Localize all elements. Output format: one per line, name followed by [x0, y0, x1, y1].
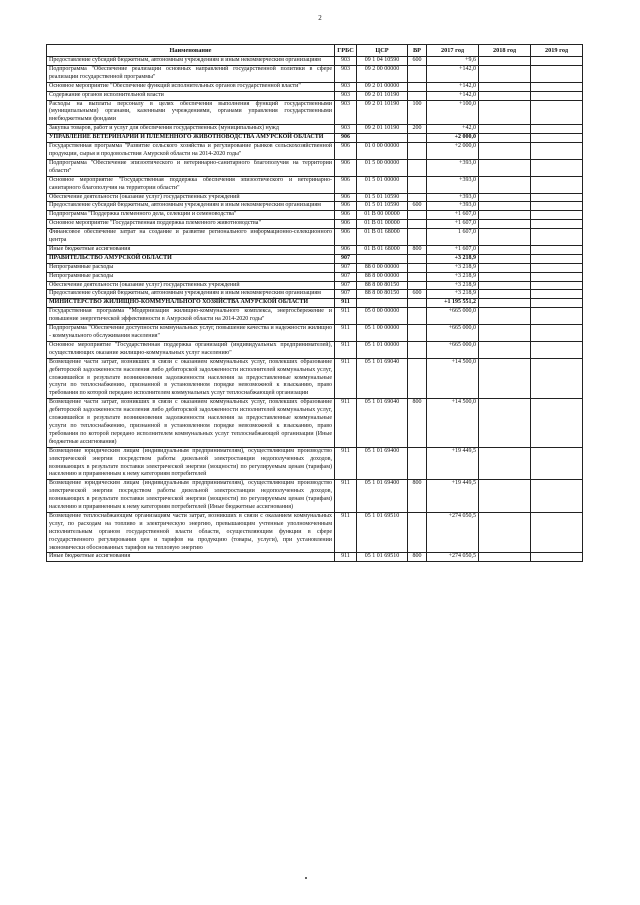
table-row	[47, 341, 583, 358]
row-2017-cell: +1 607,0	[427, 220, 479, 229]
row-name-cell: Основное мероприятие "Государственная поддержка обеспечения эпизоотического и ветеринарно-санитарного благополучия на территории области"	[47, 176, 335, 193]
row-vr-cell	[408, 358, 427, 399]
row-2017-cell: +3 218,9	[427, 263, 479, 272]
table-row	[47, 512, 583, 553]
row-2019-cell	[531, 220, 583, 229]
table-row	[47, 263, 583, 272]
row-csr-cell: 05 1 01 69400	[357, 480, 408, 513]
row-name-cell: Основное мероприятие "Обеспечение функций исполнительных органов государственной власти"	[47, 82, 335, 91]
row-2017-cell: +142,0	[427, 82, 479, 91]
row-csr-cell: 09 2 01 10190	[357, 91, 408, 100]
row-vr-cell	[408, 229, 427, 246]
row-csr-cell: 01 5 01 10590	[357, 193, 408, 202]
row-grbs-cell: 911	[335, 299, 357, 308]
row-name-cell: Расходы на выплаты персоналу в целях обеспечения выполнения функций государственными (муниципальными) органами, казенными учреждениями, органами управления государственными внебюджетными фондами	[47, 100, 335, 125]
row-2018-cell	[479, 159, 531, 176]
row-2017-cell: +14 500,0	[427, 399, 479, 447]
table-row	[47, 143, 583, 160]
row-name-cell: Иные бюджетные ассигнования	[47, 553, 335, 562]
row-name-cell: МИНИСТЕРСТВО ЖИЛИЩНО-КОММУНАЛЬНОГО ХОЗЯЙСТВА АМУРСКОЙ ОБЛАСТИ	[47, 299, 335, 308]
row-name-cell: Возмещение части затрат, возникших в связи с оказанием коммунальных услуг, повлекших образование дебиторской задолженности населения либо дебиторской задолженности исполнителей коммунальных услуг, сложившейся в результате возникновения задолженности населения за предоставленные коммунальные услуги по теплоснабжению, признанной в установленном порядке невозможной к взысканию, право требования по которой передано исполнителем коммунальных услуг теплоснабжающей организации	[47, 358, 335, 399]
row-csr-cell: 01 В 00 00000	[357, 211, 408, 220]
row-2017-cell: +3 218,9	[427, 281, 479, 290]
row-csr-cell: 88 8 00 80150	[357, 281, 408, 290]
row-2017-cell: +274 050,5	[427, 553, 479, 562]
row-name-cell: Возмещение части затрат, возникших в связи с оказанием коммунальных услуг, повлекших образование дебиторской задолженности населения либо дебиторской задолженности исполнителей коммунальных услуг, сложившейся в результате возникновения задолженности населения за предоставленные коммунальные услуги по теплоснабжению, признанной в установленном порядке невозможной к взысканию, право требования по которой передано исполнителем коммунальных услуг теплоснабжающей организации (Иные бюджетные ассигнования)	[47, 399, 335, 447]
col-header-2018: 2018 год	[479, 45, 531, 57]
row-name-cell: Подпрограмма "Поддержка племенного дела, селекции и семеноводства"	[47, 211, 335, 220]
row-2019-cell	[531, 447, 583, 480]
row-2019-cell	[531, 100, 583, 125]
row-2019-cell	[531, 57, 583, 66]
row-csr-cell: 05 0 00 00000	[357, 308, 408, 325]
row-2019-cell	[531, 553, 583, 562]
row-2017-cell: +393,0	[427, 176, 479, 193]
row-name-cell: Иные бюджетные ассигнования	[47, 245, 335, 254]
row-grbs-cell: 903	[335, 100, 357, 125]
row-grbs-cell: 911	[335, 358, 357, 399]
row-2018-cell	[479, 512, 531, 553]
table-row	[47, 57, 583, 66]
row-grbs-cell: 911	[335, 325, 357, 342]
row-vr-cell: 200	[408, 125, 427, 134]
row-vr-cell	[408, 65, 427, 82]
row-vr-cell: 800	[408, 480, 427, 513]
row-vr-cell	[408, 220, 427, 229]
row-csr-cell: 05 1 00 00000	[357, 325, 408, 342]
col-header-vr: ВР	[408, 45, 427, 57]
row-grbs-cell: 903	[335, 65, 357, 82]
table-row	[47, 229, 583, 246]
row-2019-cell	[531, 159, 583, 176]
row-2017-cell: +142,0	[427, 65, 479, 82]
row-vr-cell	[408, 143, 427, 160]
row-2019-cell	[531, 308, 583, 325]
row-name-cell: Закупка товаров, работ и услуг для обеспечения государственных (муниципальных) нужд	[47, 125, 335, 134]
row-vr-cell	[408, 211, 427, 220]
row-2018-cell	[479, 57, 531, 66]
row-csr-cell: 01 0 00 00000	[357, 143, 408, 160]
row-grbs-cell: 911	[335, 553, 357, 562]
row-grbs-cell: 903	[335, 125, 357, 134]
row-name-cell: Возмещение юридическим лицам (индивидуальным предпринимателям), осуществляющим производство электрической энергии посредством работы дизельной электростанции недополученных доходов, возникающих в результате поставки электрической энергии (мощности) по регулируемым ценам (тарифам) населению и приравненным к нему категориям потребителей	[47, 447, 335, 480]
row-vr-cell	[408, 281, 427, 290]
row-2018-cell	[479, 281, 531, 290]
row-2018-cell	[479, 553, 531, 562]
row-2017-cell: +1 607,0	[427, 211, 479, 220]
row-2018-cell	[479, 134, 531, 143]
row-csr-cell: 01 5 00 00000	[357, 159, 408, 176]
row-2019-cell	[531, 176, 583, 193]
table-row	[47, 91, 583, 100]
row-vr-cell	[408, 447, 427, 480]
row-vr-cell	[408, 159, 427, 176]
row-name-cell: Основное мероприятие "Государственная поддержка племенного животноводства"	[47, 220, 335, 229]
table-row	[47, 134, 583, 143]
row-vr-cell	[408, 82, 427, 91]
row-csr-cell: 05 1 01 69510	[357, 553, 408, 562]
row-csr-cell	[357, 299, 408, 308]
row-2018-cell	[479, 290, 531, 299]
table-row	[47, 299, 583, 308]
row-2019-cell	[531, 254, 583, 263]
row-2019-cell	[531, 125, 583, 134]
table-row	[47, 100, 583, 125]
row-grbs-cell: 906	[335, 245, 357, 254]
table-row	[47, 272, 583, 281]
row-2019-cell	[531, 229, 583, 246]
row-2019-cell	[531, 143, 583, 160]
row-2018-cell	[479, 229, 531, 246]
table-row	[47, 399, 583, 447]
row-2018-cell	[479, 254, 531, 263]
row-grbs-cell: 911	[335, 480, 357, 513]
row-grbs-cell: 906	[335, 193, 357, 202]
row-2017-cell: +3 218,9	[427, 272, 479, 281]
row-grbs-cell: 906	[335, 229, 357, 246]
row-vr-cell: 800	[408, 553, 427, 562]
table-row	[47, 290, 583, 299]
row-csr-cell: 09 2 01 10190	[357, 125, 408, 134]
budget-table	[46, 44, 583, 562]
row-2017-cell: +19 449,5	[427, 447, 479, 480]
row-2018-cell	[479, 143, 531, 160]
row-grbs-cell: 911	[335, 341, 357, 358]
row-vr-cell	[408, 193, 427, 202]
row-2019-cell	[531, 245, 583, 254]
row-2017-cell: 1 607,0	[427, 229, 479, 246]
row-2019-cell	[531, 65, 583, 82]
row-vr-cell: 100	[408, 100, 427, 125]
row-csr-cell	[357, 134, 408, 143]
row-csr-cell: 09 2 01 10190	[357, 100, 408, 125]
row-csr-cell: 01 В 01 68000	[357, 229, 408, 246]
row-name-cell: Подпрограмма "Обеспечение реализации основных направлений государственной политики в сфере реализации государственной программы"	[47, 65, 335, 82]
row-csr-cell: 01 5 01 10590	[357, 202, 408, 211]
row-csr-cell: 88 8 00 80150	[357, 290, 408, 299]
row-2018-cell	[479, 65, 531, 82]
row-name-cell: Непрограммные расходы	[47, 263, 335, 272]
row-2018-cell	[479, 263, 531, 272]
row-2019-cell	[531, 480, 583, 513]
row-2018-cell	[479, 202, 531, 211]
row-name-cell: Предоставление субсидий бюджетным, автономным учреждениям и иным некоммерческим организациям	[47, 290, 335, 299]
table-row	[47, 220, 583, 229]
table-row	[47, 193, 583, 202]
row-2018-cell	[479, 176, 531, 193]
row-2018-cell	[479, 272, 531, 281]
row-2018-cell	[479, 325, 531, 342]
row-grbs-cell: 906	[335, 134, 357, 143]
row-name-cell: УПРАВЛЕНИЕ ВЕТЕРИНАРИИ И ПЛЕМЕННОГО ЖИВОТНОВОДСТВА АМУРСКОЙ ОБЛАСТИ	[47, 134, 335, 143]
row-2019-cell	[531, 290, 583, 299]
row-vr-cell	[408, 263, 427, 272]
row-2018-cell	[479, 447, 531, 480]
row-csr-cell: 05 1 01 69040	[357, 358, 408, 399]
row-grbs-cell: 907	[335, 272, 357, 281]
row-csr-cell: 01 5 01 00000	[357, 176, 408, 193]
row-2019-cell	[531, 193, 583, 202]
row-2017-cell: +142,0	[427, 91, 479, 100]
row-2018-cell	[479, 341, 531, 358]
row-vr-cell	[408, 254, 427, 263]
row-2017-cell: +3 218,9	[427, 254, 479, 263]
row-2019-cell	[531, 134, 583, 143]
table-row	[47, 65, 583, 82]
row-2018-cell	[479, 125, 531, 134]
table-row	[47, 245, 583, 254]
row-2017-cell: +665 000,0	[427, 308, 479, 325]
row-2018-cell	[479, 193, 531, 202]
row-2017-cell: +665 000,0	[427, 341, 479, 358]
row-vr-cell	[408, 512, 427, 553]
row-2018-cell	[479, 308, 531, 325]
row-vr-cell	[408, 341, 427, 358]
col-header-csr: ЦСР	[357, 45, 408, 57]
row-2017-cell: +665 000,0	[427, 325, 479, 342]
row-2017-cell: +3 218,9	[427, 290, 479, 299]
row-2019-cell	[531, 211, 583, 220]
table-row	[47, 447, 583, 480]
row-name-cell: ПРАВИТЕЛЬСТВО АМУРСКОЙ ОБЛАСТИ	[47, 254, 335, 263]
row-vr-cell	[408, 299, 427, 308]
row-grbs-cell: 903	[335, 57, 357, 66]
row-vr-cell: 600	[408, 202, 427, 211]
row-2018-cell	[479, 100, 531, 125]
row-name-cell: Содержание органов исполнительной власти	[47, 91, 335, 100]
col-header-2017: 2017 год	[427, 45, 479, 57]
row-csr-cell: 09 1 04 10590	[357, 57, 408, 66]
row-csr-cell: 05 1 01 69400	[357, 447, 408, 480]
page-number: 2	[318, 14, 322, 22]
row-2019-cell	[531, 281, 583, 290]
row-2018-cell	[479, 399, 531, 447]
col-header-name: Наименование	[47, 45, 335, 57]
row-grbs-cell: 903	[335, 91, 357, 100]
row-2019-cell	[531, 399, 583, 447]
row-2017-cell: +1 195 551,2	[427, 299, 479, 308]
row-2018-cell	[479, 245, 531, 254]
table-row	[47, 176, 583, 193]
table-row	[47, 254, 583, 263]
row-grbs-cell: 911	[335, 512, 357, 553]
row-csr-cell: 01 В 01 00000	[357, 220, 408, 229]
row-csr-cell: 09 2 00 00000	[357, 65, 408, 82]
row-2017-cell: +42,0	[427, 125, 479, 134]
row-name-cell: Государственная программа "Развитие сельского хозяйства и регулирование рынков сельскохозяйственной продукции, сырья и продовольствия Амурской области на 2014-2020 годы"	[47, 143, 335, 160]
row-2017-cell: +393,0	[427, 193, 479, 202]
row-name-cell: Предоставление субсидий бюджетным, автономным учреждениям и иным некоммерческим организациям	[47, 57, 335, 66]
row-2017-cell: +274 050,5	[427, 512, 479, 553]
row-vr-cell	[408, 176, 427, 193]
row-name-cell: Государственная программа "Модернизация жилищно-коммунального комплекса, энергосбережение и повышение энергетической эффективности в Амурской области на 2014-2020 годы"	[47, 308, 335, 325]
row-2019-cell	[531, 512, 583, 553]
row-vr-cell: 600	[408, 57, 427, 66]
row-grbs-cell: 906	[335, 211, 357, 220]
scan-dot	[305, 877, 307, 879]
table-row	[47, 202, 583, 211]
row-2017-cell: +9,6	[427, 57, 479, 66]
row-2018-cell	[479, 299, 531, 308]
row-2019-cell	[531, 91, 583, 100]
row-2017-cell: +1 607,0	[427, 245, 479, 254]
table-row	[47, 159, 583, 176]
row-csr-cell: 05 1 01 69040	[357, 399, 408, 447]
row-name-cell: Обеспечение деятельности (оказание услуг) государственных учреждений	[47, 193, 335, 202]
col-header-2019: 2019 год	[531, 45, 583, 57]
row-2017-cell: +393,0	[427, 159, 479, 176]
table-row	[47, 308, 583, 325]
row-grbs-cell: 911	[335, 447, 357, 480]
row-2018-cell	[479, 82, 531, 91]
row-vr-cell	[408, 134, 427, 143]
table-row	[47, 358, 583, 399]
row-name-cell: Возмещение юридическим лицам (индивидуальным предпринимателям), осуществляющим производство электрической энергии посредством работы дизельной электростанции недополученных доходов, возникающих в результате поставки электрической энергии (мощности) по регулируемым ценам (тарифам) населению и приравненным к нему категориям потребителей (Иные бюджетные ассигнования)	[47, 480, 335, 513]
row-2018-cell	[479, 358, 531, 399]
row-2017-cell: +19 449,5	[427, 480, 479, 513]
row-grbs-cell: 907	[335, 263, 357, 272]
row-grbs-cell: 906	[335, 143, 357, 160]
table-row	[47, 325, 583, 342]
row-name-cell: Основное мероприятие "Государственная поддержка организаций (индивидуальных предпринимателей), осуществляющих оказание жилищно-коммунальных услуг населению"	[47, 341, 335, 358]
row-name-cell: Возмещение теплоснабжающим организациям части затрат, возникших в связи с оказанием коммунальных услуг, по расходам на топливо и электрическую энергию, превышающим учтенные уполномоченным исполнительным органом государственной власти области, осуществляющим функции в сфере государственного регулирования цен и тарифов на продукцию (товары, услуги), при установлении экономически обоснованных тарифов на тепловую энергию	[47, 512, 335, 553]
row-csr-cell: 09 2 01 00000	[357, 82, 408, 91]
table-row	[47, 480, 583, 513]
row-2018-cell	[479, 220, 531, 229]
table-row	[47, 125, 583, 134]
row-vr-cell	[408, 91, 427, 100]
row-2017-cell: +100,0	[427, 100, 479, 125]
row-grbs-cell: 906	[335, 202, 357, 211]
row-2017-cell: +393,0	[427, 202, 479, 211]
row-grbs-cell: 906	[335, 220, 357, 229]
row-csr-cell: 01 В 01 68000	[357, 245, 408, 254]
row-grbs-cell: 907	[335, 281, 357, 290]
row-2019-cell	[531, 82, 583, 91]
row-grbs-cell: 907	[335, 290, 357, 299]
row-name-cell: Обеспечение деятельности (оказание услуг) государственных учреждений	[47, 281, 335, 290]
row-vr-cell	[408, 272, 427, 281]
row-grbs-cell: 907	[335, 254, 357, 263]
table-row	[47, 281, 583, 290]
row-2019-cell	[531, 263, 583, 272]
col-header-grbs: ГРБС	[335, 45, 357, 57]
row-2018-cell	[479, 480, 531, 513]
row-2017-cell: +14 500,0	[427, 358, 479, 399]
row-name-cell: Подпрограмма "Обеспечение доступности коммунальных услуг, повышение качества и надежности жилищно - коммунального обслуживания населения"	[47, 325, 335, 342]
table-row	[47, 553, 583, 562]
table-header-row	[47, 45, 583, 57]
row-csr-cell: 05 1 01 69510	[357, 512, 408, 553]
row-2017-cell: +2 000,0	[427, 143, 479, 160]
row-2017-cell: +2 000,0	[427, 134, 479, 143]
row-grbs-cell: 903	[335, 82, 357, 91]
row-vr-cell	[408, 325, 427, 342]
row-vr-cell	[408, 308, 427, 325]
row-name-cell: Предоставление субсидий бюджетным, автономным учреждениям и иным некоммерческим организациям	[47, 202, 335, 211]
row-2018-cell	[479, 211, 531, 220]
row-name-cell: Непрограммные расходы	[47, 272, 335, 281]
row-name-cell: Финансовое обеспечение затрат на создание и развитие регионального информационно-селекционного центра	[47, 229, 335, 246]
row-2019-cell	[531, 325, 583, 342]
row-2019-cell	[531, 202, 583, 211]
row-vr-cell: 800	[408, 245, 427, 254]
row-csr-cell: 88 0 00 00000	[357, 263, 408, 272]
row-grbs-cell: 906	[335, 176, 357, 193]
row-2019-cell	[531, 341, 583, 358]
table-row	[47, 211, 583, 220]
row-grbs-cell: 911	[335, 399, 357, 447]
row-name-cell: Подпрограмма "Обеспечение эпизоотического и ветеринарно-санитарного благополучия на территории области"	[47, 159, 335, 176]
table-row	[47, 82, 583, 91]
row-csr-cell: 88 8 00 00000	[357, 272, 408, 281]
row-csr-cell: 05 1 01 00000	[357, 341, 408, 358]
row-2019-cell	[531, 299, 583, 308]
row-grbs-cell: 906	[335, 159, 357, 176]
row-vr-cell: 800	[408, 399, 427, 447]
row-2019-cell	[531, 272, 583, 281]
row-2018-cell	[479, 91, 531, 100]
row-grbs-cell: 911	[335, 308, 357, 325]
row-csr-cell	[357, 254, 408, 263]
row-vr-cell: 600	[408, 290, 427, 299]
row-2019-cell	[531, 358, 583, 399]
table-body	[47, 57, 583, 562]
